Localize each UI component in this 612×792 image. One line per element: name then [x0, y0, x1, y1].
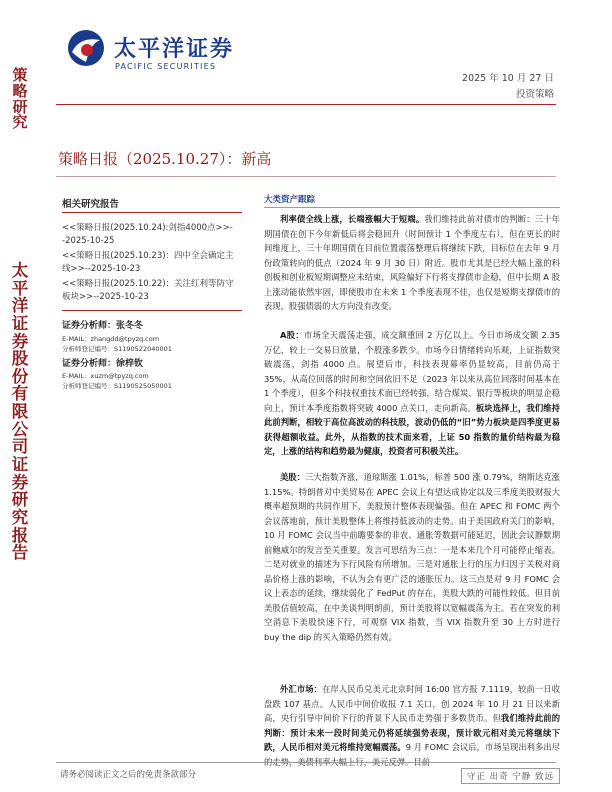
paragraph-body: 我们维持此前对债市的判断：三十年期国债在创下今年新低后将会稳回升（时间预计 1 个季度左右），但在更长的时间维度上，三十年期国债在目前位置震荡整理后将继续下跌，目标位在去年 9 月份政策转向的低点（2024 年 9 月 30 日）附近。股市尤其是已经大幅上涨的科创板和创业板短期调整应未结束，风险偏好下行将支撑债市企稳，但中长期 A 股上涨动能依然牢固，即使股市在未来 1 个季度表现不佳，也仅是短期支撑债市的表现，股强债弱的大方向没有改变。: [264, 214, 560, 311]
analyst-email[interactable]: E-MAIL：zhangdd@tpyzq.com: [62, 335, 160, 343]
footer-disclaimer: 请务必阅读正文之后的免责条款部分: [60, 770, 197, 780]
paragraph-lead: 外汇市场：: [280, 684, 323, 694]
report-category: 投资策略: [515, 89, 554, 100]
related-heading: 相关研究报告: [62, 199, 120, 210]
paragraph-a-shares: [264, 328, 560, 458]
analyst-name: 证券分析师：张冬冬: [62, 321, 144, 331]
related-item[interactable]: <<策略日报(2025.10.24):剑指4000点>>--2025-10-25: [62, 223, 233, 246]
paragraph-lead: A股：: [280, 330, 304, 340]
side-report-label: 太平洋证券股份有限公司证券研究报告: [11, 261, 29, 563]
header-divider: [56, 104, 556, 105]
section-heading: 大类资产跟踪: [264, 195, 316, 205]
side-strip: [0, 0, 38, 792]
paragraph-fx: [264, 682, 560, 758]
paragraph-body: 三大指数齐涨，道琼斯涨 1.01%，标普 500 涨 0.79%，纳斯达克涨 1.15%。特朗普对中美贸易在 APEC 会议上有望达成协定以及三季度美股财报大概率超预期的共同作用下，美股预计整体表现偏强。但在 APEC 和 FOMC 两个会议落地前，预计美股整体上将维持低波动的走势。由于美国政府关门的影响，10 月 FOMC 会议当中前瞻要参的非农、通胀等数据可能延迟，因此会议静默期前鲍威尔的发言至关重要。发言可思结为三点：一是本来几个月可能停止缩表。二是对就业的描述为下行风险有所增加。三是对通胀上行的压力归因于关税对商品价格上涨的影响，不认为会有更广泛的通胀压力。这三点是对 9 月 FOMC 会议上表态的延续，继续弱化了 FedPut 的存在，美股大跌的可能性较低。但目前美股估值较高，在中美谈判明朗前，预计美股将以宽幅震荡为主。若在突发的利空消息下美股快速下行，可观察 VIX 指数，当 VIX 指数升至 30 上方时进行 buy the dip 的买入策略仍然有效。: [264, 472, 560, 642]
side-category: 策略研究: [12, 66, 28, 132]
paragraph-tail: 9 月 FOMC 会议后，市场呈现出利多出尽: [405, 742, 560, 752]
brand-name-cn: 太平洋证券: [114, 37, 235, 62]
related-bottom-divider: [62, 310, 242, 311]
paragraph-body: 市场全天震荡走强，成交额重回 2 万亿以上。今日市场成交额 2.35 万亿，较上一交易日放量，个股涨多跌少。市场今日情绪转向乐观，上证指数突破震荡，剑指 4000 点。展望后市，科技表现幕率仍显较高，目前仍高于 35%，从高位回落的时间和空间依旧不足（2023 年以来从高位回落时间基本在 1 个季度），但多个科技权重技术面已经转强，结合煤炭、银行等板块的明显企稳向上，预计本季度指数将突破 4000 点关口，走向新高。: [264, 330, 561, 413]
analyst-name: 证券分析师：徐梓钦: [62, 359, 144, 369]
analyst-cert: 分析师登记编号：S1190525050001: [62, 382, 172, 390]
paragraph-lead: 利率债全线上涨，长端涨幅大于短端。: [280, 214, 425, 224]
footer-slogan: 守正 出奇 宁静 致远: [461, 768, 560, 784]
analyst-cert: 分析师登记编号：S1190522040001: [62, 345, 172, 353]
related-item[interactable]: <<策略日报(2025.10.23)：四中全会确定主线>>--2025-10-23: [62, 251, 234, 274]
paragraph-lead: 美股：: [280, 472, 306, 482]
page-title: 策略日报（2025.10.27）：新高: [58, 150, 272, 168]
company-logo-icon: [66, 28, 106, 68]
paragraph-body: 在岸人民币兑美元北京时间 16:00 官方报 7.1119，较前一日收盘跌 107 基点。人民币中间价收报 7.1 关口，创 2024 年 10 月 21 日以来新高，央行引导中间价下行的背景下人民币走势强于多数货币。但: [264, 684, 560, 723]
title-divider: [56, 176, 556, 177]
report-date: 2025 年 10 月 27 日: [462, 73, 554, 84]
brand-name-en: PACIFIC SECURITIES: [115, 62, 217, 71]
footer-divider: [56, 762, 556, 763]
analyst-email[interactable]: E-MAIL：xuzm@tpyzq.com: [62, 372, 149, 380]
paragraph-emphasis: 板块选择上，我们维持此前判断，相较于高位高波动的科技股，波动仍低的“旧”势力板块是四季度更易获得超额收益。此外，从指数的技术面来看，上证 50 指数的量价结构最为稳定，上涨的结构和趋势最为健康，投资者可积极关注。: [264, 402, 560, 456]
paragraph-emphasis: 我们维持此前的判断：预计未来一段时间美元仍将延续强势表现，预计欧元相对美元将继续下跌，人民币相对美元将维持宽幅震荡。: [264, 713, 560, 752]
paragraph-bonds: [264, 212, 560, 318]
section-divider: [264, 207, 560, 208]
related-item[interactable]: <<策略日报(2025.10.22)：关注红利等防守板块>>--2025-10-23: [62, 279, 234, 302]
related-divider: [62, 212, 242, 213]
paragraph-us-stocks: [264, 470, 560, 662]
